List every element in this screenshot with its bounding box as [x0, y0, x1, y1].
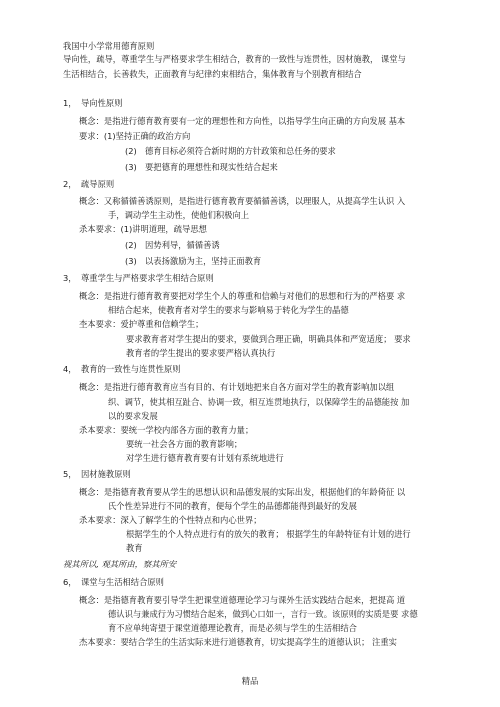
section-line: 织、调节，使其相互趾合、协调一致，相互连贯地执行，以保障学生的品德能按 加 [108, 397, 410, 407]
intro-line: 生活相结合，长善救失，正面教育与纪律约束相结合，集体教育与个别教育相结合 [63, 68, 362, 79]
section-title: 教育的一致性与连贯性原则 [81, 364, 181, 374]
section-line: 要求教育者对学生提出的要求，要做到合理正确，明确具体和严宽适度； 要求 [126, 334, 411, 344]
item-number: (3) [125, 162, 137, 172]
requirement-item [125, 238, 220, 252]
section-1-heading [63, 96, 123, 110]
requirement-item [125, 160, 278, 174]
item-text: 以表扬激励为主，坚持正面教育 [145, 256, 262, 266]
section-line: 概念：是指德育教育要引导学生把课堂道德理论学习与课外生活实践结合起来，把提高 道 [79, 595, 406, 605]
section-title: 疏导原则 [81, 179, 115, 189]
section-line: 杰本要求：要结合学生的生活实际来进行道德教育，切实提高学生的道德认识； 注重实 [79, 637, 397, 647]
section-5-heading [63, 467, 131, 481]
section-line: 要统一社会各方面的教育影响； [126, 439, 243, 449]
section-title: 尊重学生与严格要求学生相结合原则 [81, 273, 214, 283]
section-line: 杀本要求：(1)讲明道理，疏导思想 [79, 224, 207, 234]
item-text: 要把德育的理想性和现实性结合起来 [145, 162, 278, 172]
item-text: 因势利导，循循善诱 [145, 240, 220, 250]
item-number: (2) [125, 146, 137, 156]
section-line: 相结合起来，使教育者对学生的要求与影响易于转化为学生的晶德 [108, 305, 349, 315]
section-line: 对学生进行德育教育要有计划有系统地进行 [126, 453, 284, 463]
section-number: 1， [63, 98, 77, 108]
section-line: 德认识与兼成行为习惯结合起来，做到心口如一，言行一致。该原则的实质是要 求德 [108, 609, 418, 619]
intro-line: 导向性，疏导，尊重学生与严格要求学生相结合，教育的一致性与连贯性，因材施教， 课堂与 [63, 54, 406, 64]
section-line: 育不应单纯寄望于课堂道德理论教育，而是必须与学生的生活相结合 [108, 623, 357, 633]
section-line: 概念：是指进行德育教育要有一定的理想性和方向性，以指导学生向正确的方向发展 基本 [79, 116, 406, 126]
section-2-heading [63, 177, 114, 191]
section-line: 杢本要求：爱护尊重和信赖学生； [79, 319, 204, 329]
section-line: 概念：又称循循善诱原则，是指进行德育教育要循循善诱，以理服人，从提高学生认识 入 [79, 196, 406, 206]
section-number: 6， [63, 577, 77, 587]
section-4-heading [63, 362, 181, 376]
section-number: 4， [63, 364, 77, 374]
section-line: 以的要求发展 [108, 411, 158, 421]
requirement-item [125, 144, 336, 158]
item-number: (3) [125, 256, 137, 266]
section-line: 概念：是指进行德育教育应当有目的、有计划地把来自各方面对学生的教育影响加以组 [79, 382, 395, 392]
section-line: 教育者的学生提出的要求要严格认真执行 [126, 348, 276, 358]
requirement-item [125, 254, 261, 268]
section-line: 杀本要求：深入了解学生的个性特点和内心世界； [79, 515, 262, 525]
section-line: 氏个性差异进行不同的教育，便每个学生的品德都能得到最好的发展 [108, 501, 357, 511]
section-6-heading [63, 575, 164, 589]
section-line: 要求：(1)坚持正确的政治方向 [79, 131, 191, 141]
section-number: 5， [63, 469, 77, 479]
document-title: 我国中小学常用德育原则 [63, 41, 155, 51]
item-text: 德育目标必须符合新时期的方针政策和总任务的要求 [145, 146, 336, 156]
section-line: 根据学生的个人特点进行有的放矢的教育； 根据学生的年龄特征有计划的进行 [126, 529, 411, 539]
section-title: 导向性原则 [81, 98, 123, 108]
page-footer: 精品 [241, 676, 259, 686]
section-3-heading [63, 271, 214, 285]
section-line: 概念：是指德育教育要从学生的思想认识和品德发展的实际出发，根据他们的年龄倚征 以 [79, 487, 406, 497]
section-line: 杀本要求：要统一学校内部各方面的教育力量； [79, 425, 254, 435]
section-line: 手，调动学生主动性，使他们积极向上 [108, 210, 250, 220]
section-number: 3， [63, 273, 77, 283]
item-number: (2) [125, 240, 137, 250]
section-line: 教育 [126, 543, 143, 553]
section-title: 因材施教原则 [81, 469, 131, 479]
section-number: 2， [63, 179, 77, 189]
section-line: 概念：是指进行德育教育要把对学生个人的尊重和信赖与对他们的思想和行为的严格要 求 [79, 291, 406, 301]
section-title: 课堂与生活相结合原则 [81, 577, 164, 587]
motto-quote: 视其所以, 观其所由，察其所安 [63, 559, 177, 569]
intro-paragraph [63, 52, 443, 81]
